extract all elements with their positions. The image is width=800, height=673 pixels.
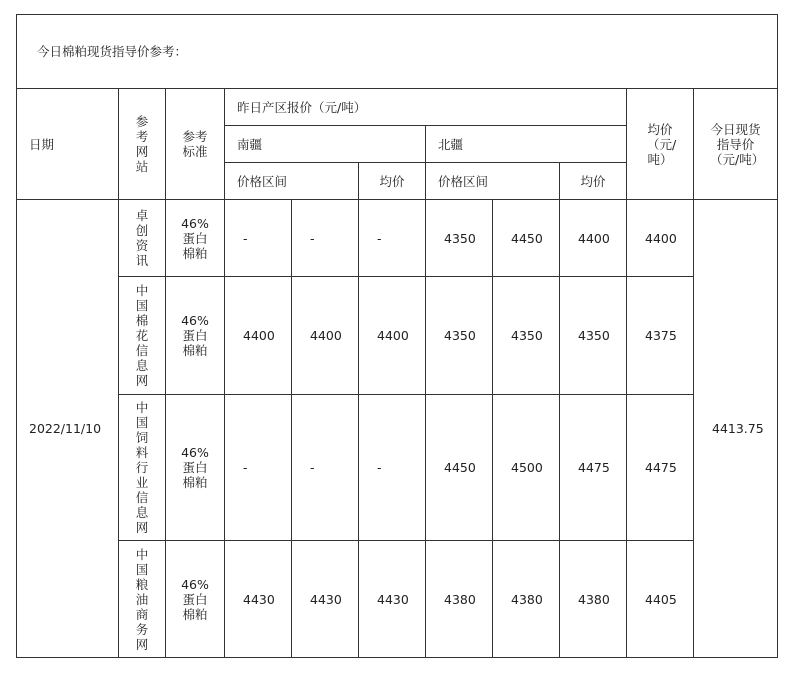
header-north-avg: 均价 [560,163,627,200]
site-cell: 卓创资讯 [119,200,166,277]
site-cell: 中国饲料行业信息网 [119,395,166,541]
north-avg-cell: 4400 [560,200,627,277]
north-low-cell: 4450 [426,395,493,541]
table-row [17,277,778,395]
south-low-cell: 4430 [225,541,292,658]
table-title: 今日棉粕现货指导价参考： [17,15,778,89]
header-site: 参考网站 [119,89,166,200]
site-cell: 中国粮油商务网 [119,541,166,658]
avg-cell: 4400 [627,200,694,277]
south-high-cell: 4400 [292,277,359,395]
header-south-avg: 均价 [359,163,426,200]
standard-cell: 46%蛋白棉粕 [166,200,225,277]
north-low-cell: 4380 [426,541,493,658]
north-low-cell: 4350 [426,200,493,277]
header-standard: 参考标准 [166,89,225,200]
south-high-cell: - [292,395,359,541]
price-table [16,14,778,658]
header-north: 北疆 [426,126,627,163]
south-avg-cell: 4400 [359,277,426,395]
header-north-range: 价格区间 [426,163,560,200]
south-avg-cell: 4430 [359,541,426,658]
header-date: 日期 [17,89,119,200]
header-avg-total: 均价（元/吨） [627,89,694,200]
north-high-cell: 4450 [493,200,560,277]
north-high-cell: 4500 [493,395,560,541]
north-avg-cell: 4475 [560,395,627,541]
date-cell: 2022/11/10 [17,200,119,658]
table-row [17,541,778,658]
standard-cell: 46%蛋白棉粕 [166,541,225,658]
header-south-range: 价格区间 [225,163,359,200]
north-high-cell: 4380 [493,541,560,658]
table-row [17,395,778,541]
today-price-cell: 4413.75 [694,200,778,658]
standard-cell: 46%蛋白棉粕 [166,395,225,541]
avg-cell: 4405 [627,541,694,658]
avg-cell: 4475 [627,395,694,541]
header-south: 南疆 [225,126,426,163]
south-high-cell: - [292,200,359,277]
table-row [17,200,778,277]
north-low-cell: 4350 [426,277,493,395]
header-today: 今日现货指导价（元/吨） [694,89,778,200]
south-avg-cell: - [359,200,426,277]
south-low-cell: - [225,200,292,277]
south-low-cell: - [225,395,292,541]
north-avg-cell: 4380 [560,541,627,658]
standard-cell: 46%蛋白棉粕 [166,277,225,395]
south-high-cell: 4430 [292,541,359,658]
header-yesterday: 昨日产区报价（元/吨） [225,89,627,126]
north-avg-cell: 4350 [560,277,627,395]
north-high-cell: 4350 [493,277,560,395]
site-cell: 中国棉花信息网 [119,277,166,395]
avg-cell: 4375 [627,277,694,395]
south-avg-cell: - [359,395,426,541]
south-low-cell: 4400 [225,277,292,395]
